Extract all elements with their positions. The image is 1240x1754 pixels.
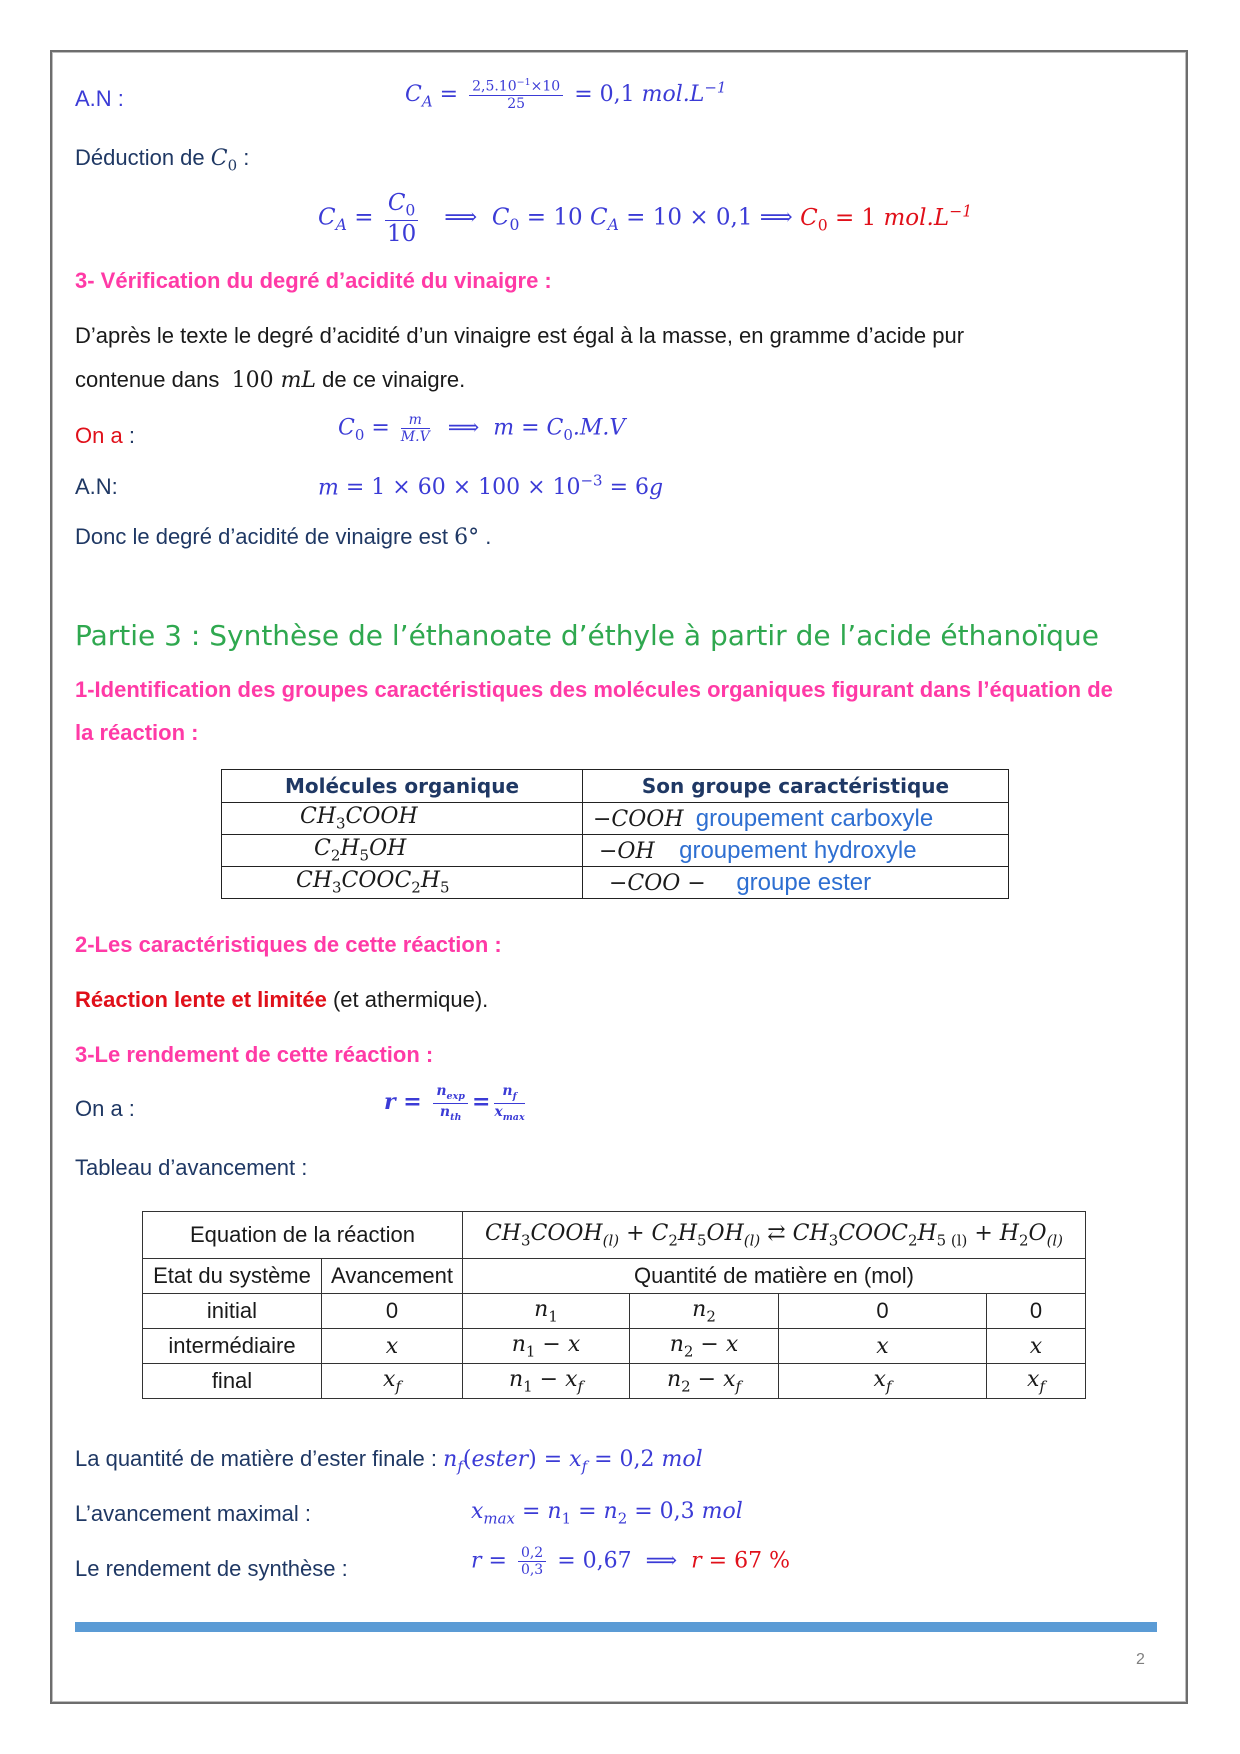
- para-line-1: D’après le texte le degré d’acidité d’un vinaigre est égal à la masse, en gramme d’acide pur: [75, 323, 965, 348]
- xmax-equation: $x_{max} = n_1 = n_2 = 0,3$ mol: [471, 1499, 743, 1528]
- para-line-2: contenue dans 100 mL de ce vinaigre.: [75, 367, 466, 393]
- etat-intermediaire: intermédiaire: [143, 1329, 322, 1364]
- c1-intermediaire: $n_1 - x$: [463, 1329, 630, 1364]
- an1-label: A.N :: [75, 86, 124, 111]
- col-avancement: Avancement: [322, 1259, 463, 1294]
- table1-header-molecule: Molécules organique: [222, 770, 583, 803]
- rendement-label: Le rendement de synthèse :: [75, 1556, 348, 1581]
- c2-initial: $n_2$: [630, 1294, 779, 1329]
- etat-final: final: [143, 1364, 322, 1399]
- donc-line: Donc le degré d’acidité de vinaigre est 6° .: [75, 524, 492, 550]
- c4-final: $x_f$: [987, 1364, 1086, 1399]
- rendement-equation: r = $\frac{0,2}{0,3}$ = 0,67 ⟹ r = 67 %: [471, 1545, 790, 1579]
- deduction-equation: $C_A$ = $\frac{C_0}{10}$ ⟹ $C_0 = 10$ $C_A = 10 \times 0,1$ ⟹ $C_0 = 1$ $mol.L^{-1}$: [318, 190, 973, 247]
- c4-initial: 0: [987, 1294, 1086, 1329]
- av-final: $x_f$: [322, 1364, 463, 1399]
- col-etat: Etat du système: [143, 1259, 322, 1294]
- molecule-ester: $CH_3COOC_2H_5$: [222, 867, 583, 899]
- etat-initial: initial: [143, 1294, 322, 1329]
- reaction-line: Réaction lente et limitée (et athermique).: [75, 987, 489, 1012]
- table-row: [143, 1329, 1086, 1364]
- table-row: [222, 803, 1009, 835]
- heading-caracteristiques: 2-Les caractéristiques de cette réaction :: [75, 932, 502, 957]
- partie3-title: Partie 3 : Synthèse de l’éthanoate d’éthyle à partir de l’acide éthanoïque: [75, 619, 1099, 652]
- ester-line: La quantité de matière d’ester finale : $n_f(ester) = x_f = 0,2$ mol: [75, 1446, 703, 1476]
- table-row: [143, 1364, 1086, 1399]
- group-ester: −COO − groupe ester: [583, 867, 1009, 899]
- equation-label-cell: Equation de la réaction: [143, 1212, 463, 1259]
- on-a-equation: $C_0$ = $\frac{m}{M.V}$ ⟹ $m = C_0.M.V$: [338, 412, 626, 446]
- heading-rendement: 3-Le rendement de cette réaction :: [75, 1042, 434, 1067]
- rendement-definition: r = $\frac{n_{exp}}{n_{th}}$ = $\frac{n_f}{x_{max}}$: [384, 1083, 525, 1123]
- table-row: [143, 1294, 1086, 1329]
- on-a2-label: On a :: [75, 1096, 135, 1121]
- an2-equation: $m = 1 \times 60 \times 100 \times 10^{-3} = 6g$: [318, 472, 664, 501]
- molecule-alcohol: $C_2H_5OH$: [222, 835, 583, 867]
- heading-identification-1: 1-Identification des groupes caractéristiques des molécules organiques figurant dans l’équation de: [75, 677, 1113, 702]
- c3-intermediaire: x: [779, 1329, 987, 1364]
- c2-final: $n_2 - x_f$: [630, 1364, 779, 1399]
- avancement-table: [142, 1211, 1086, 1399]
- equation-cell: $CH_3COOH_{(l)} + C_2H_5OH_{(l)}$ ⇄ $CH_3COOC_2H_{5 (l)} + H_2O_{(l)}$: [463, 1212, 1086, 1259]
- page-number: 2: [1136, 1651, 1145, 1668]
- group-alcohol: −OH groupement hydroxyle: [583, 835, 1009, 867]
- c2-intermediaire: $n_2 - x$: [630, 1329, 779, 1364]
- table1-header-group: Son groupe caractéristique: [583, 770, 1009, 803]
- molecule-acid: $CH_3COOH$: [222, 803, 583, 835]
- footer-bar: [75, 1622, 1157, 1632]
- tableau-label: Tableau d’avancement :: [75, 1155, 308, 1180]
- heading-identification-2: la réaction :: [75, 720, 199, 745]
- an1-equation: $C_A$ = $\frac{2,5.10^{-1}\times 10}{25}$ = 0,1 $mol.L^{-1}$: [405, 77, 727, 112]
- c4-intermediaire: x: [987, 1329, 1086, 1364]
- an2-label: A.N:: [75, 474, 118, 499]
- group-acid: −COOH groupement carboxyle: [583, 803, 1009, 835]
- c3-initial: 0: [779, 1294, 987, 1329]
- c1-initial: $n_1$: [463, 1294, 630, 1329]
- c1-final: $n_1 - x_f$: [463, 1364, 630, 1399]
- groups-table: [221, 769, 1009, 899]
- av-initial: 0: [322, 1294, 463, 1329]
- heading-verification: 3- Vérification du degré d’acidité du vinaigre :: [75, 268, 552, 293]
- table-row: [222, 867, 1009, 899]
- col-quantite: Quantité de matière en (mol): [463, 1259, 1086, 1294]
- deduction-line: Déduction de $C_0$ :: [75, 145, 250, 175]
- av-intermediaire: x: [322, 1329, 463, 1364]
- xmax-label: L’avancement maximal :: [75, 1501, 311, 1526]
- on-a-label: On a :: [75, 423, 135, 448]
- table-row: [222, 835, 1009, 867]
- c3-final: $x_f$: [779, 1364, 987, 1399]
